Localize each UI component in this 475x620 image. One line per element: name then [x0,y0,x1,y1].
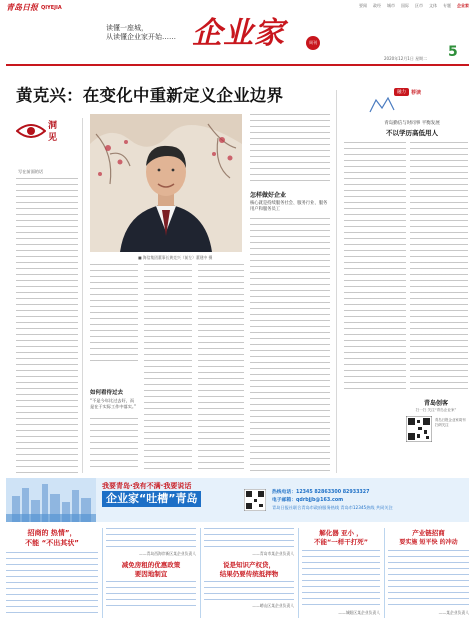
headline: 黄克兴：在变化中重新定义企业边界 [16,86,284,105]
sidebar-tag [394,88,421,96]
articles-row [6,528,469,618]
sidebar-text-col-1 [344,142,406,390]
article-2-author: ——青岛西海岸新区某企业负责人 [139,551,196,556]
article-3-author-prev: ——青岛市某企业负责人 [252,551,294,556]
qr-note: 青岛日报企业家周刊 扫码关注 [435,418,466,427]
article-1-text [6,552,98,618]
sidebar-title-2: 不以学历高低用人 [386,129,438,137]
article-2 [106,528,196,618]
article-4-title-1: 解化器 亚小 ， [319,529,363,537]
pull-quote [250,190,330,213]
masthead-rule [6,64,469,66]
article-5-text [388,550,469,610]
sidebar-tag-label: 荐读 [411,89,422,96]
portrait-photo [90,114,242,252]
paper-logo [6,2,62,13]
kicker-word-1: 洞 [48,121,58,131]
article-4-author: ——城阳区某企业负责人 [338,610,380,615]
article-3-text [204,581,294,603]
body-text-col-1b [90,418,138,472]
body-text-col-3 [198,264,244,472]
slogan-line-1: 读懂一座城， [106,24,148,32]
divider [336,90,337,473]
sidebar-title-1: 青岛勤信与时同事 平衡发展 [384,121,440,126]
article-5 [388,528,469,618]
divider [200,528,201,618]
section-seal: 周刊 [306,36,320,50]
article-3-author: ——崂山区某企业负责人 [252,603,294,608]
body-text-upper [250,114,330,186]
page-number: 5 [448,44,458,60]
bottom-quote-title: 如何看待过去 [90,390,124,396]
banner [6,478,469,522]
article-1-title-2: 不能 “不出其状” [25,539,79,547]
bottom-quote-body: “不是今年比过去好，而是在于实际工作中落实。” [90,398,137,409]
divider [384,528,385,618]
article-1-title-1: 招商的 热情”， [27,529,77,537]
banner-email: 电子邮箱：qdrbjjb@163.com [272,498,344,503]
banner-desc: 青岛日报社联合青岛市政府服务热线 青岛市12345热线 共同关注 [272,505,393,510]
banner-line-1: 我要青岛·我有不满·我要说话 [102,482,192,490]
bottom-quote [90,388,138,410]
sidebar-tag-badge: 融力 [394,88,409,96]
page-date [384,56,427,62]
city-skyline-illustration [6,478,96,522]
divider [82,118,83,473]
pull-quote-title: 怎样做好企业 [250,192,287,199]
nav-item-7[interactable]: 企业家 [457,3,469,8]
banner-line-2: 企业家“吐槽”青岛 [102,491,201,507]
article-3-title-2: 结果仍要传统抵押物 [219,570,279,578]
nav-item-2[interactable]: 城市 [387,3,395,8]
nav-item-5[interactable]: 文体 [429,3,437,8]
section-nav [359,3,469,9]
qr-subtitle: 扫一扫 关注“青岛企业家” [415,408,457,412]
author-label: 写在前面的话 [18,169,44,174]
slogan [106,24,176,42]
article-3 [204,528,294,618]
nav-item-6[interactable]: 专题 [443,3,451,8]
qr-code-icon[interactable] [406,416,432,442]
body-text-col-2 [144,264,192,472]
nav-item-3[interactable]: 国际 [401,3,409,8]
article-2-title-2: 要因地制宜 [134,570,168,578]
slogan-line-2: 从读懂企业家开始…… [106,33,176,41]
kicker-word-2: 见 [48,133,58,143]
divider [102,528,103,618]
article-2-text [106,581,196,611]
flag-doodle-icon [368,96,396,114]
portrait-illustration [90,114,242,252]
nav-item-4[interactable]: 区市 [415,3,423,8]
qr-block [402,398,470,472]
article-5-title-2: 要实施 短平快 的冲动 [399,539,458,546]
kicker [16,118,74,158]
article-1 [6,528,98,618]
article-5-author: ——某企业负责人 [438,610,469,615]
body-text-col-1 [90,264,138,366]
divider [298,528,299,618]
article-2-text-top [106,528,196,550]
article-3-text-top [204,528,294,550]
nav-item-1[interactable]: 政经 [373,3,381,8]
banner-qr-icon[interactable] [244,489,266,511]
article-4-title-2: 不能“一样干打死” [313,538,369,546]
sidebar-text-col-2 [410,142,468,390]
masthead [0,0,475,60]
sidebar [342,86,470,474]
paper-pinyin: QIYEJIA [41,4,62,11]
intro-text-column [16,178,78,473]
section-title: 企业家 [192,16,285,51]
article-4 [302,528,380,618]
photo-caption: ■ 海信集团董事长黄克兴（前左）董建中 摄 [138,255,213,260]
date: 2020年12月1日 [384,56,414,61]
nav-item-0[interactable]: 要闻 [359,3,367,8]
article-2-title-1: 减免房租的优惠政策 [121,561,181,569]
article-3-title-1: 说是知识产权贷， [223,561,275,569]
pull-quote-body: 核心就是持续服务社会、服务行业、服务用户和服务员工 [250,201,328,212]
article-4-text [302,550,380,610]
paper-name: 青岛日报 [6,2,38,12]
banner-hotline: 热线电话：12345 82863300 82933327 [272,490,370,495]
qr-title: 青岛创客 [423,400,448,407]
article-5-title-1: 产业链招商 [412,529,445,537]
body-text-right [250,218,330,473]
weekday: 星期二 [415,56,428,61]
eye-icon [16,122,46,140]
